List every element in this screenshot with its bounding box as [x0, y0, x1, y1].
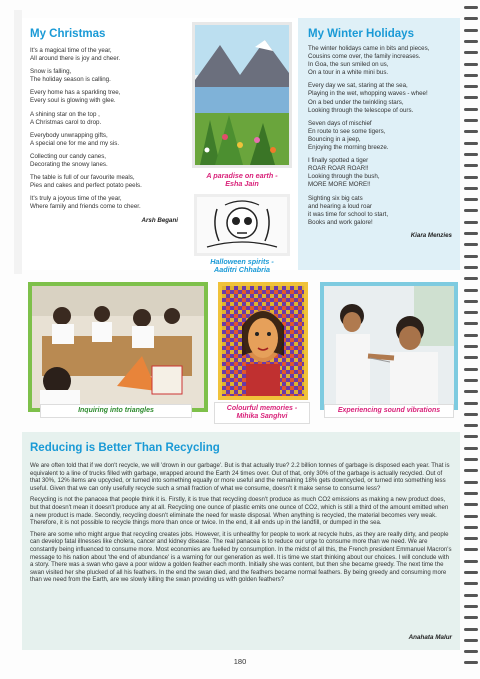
- spiral-ring: [464, 424, 478, 427]
- caption-line: Halloween spirits -: [210, 257, 274, 266]
- sound-photo: [320, 282, 458, 410]
- spiral-ring: [464, 481, 478, 484]
- spiral-ring: [464, 119, 478, 122]
- article-author: Anahata Malur: [408, 634, 452, 641]
- spiral-ring: [464, 447, 478, 450]
- spiral-ring: [464, 96, 478, 99]
- paradise-painting: [192, 22, 292, 168]
- stanza: Seven days of mischief En route to see some tigers, Bouncing in a jeep, Enjoying the morning breeze.: [308, 119, 389, 152]
- spiral-ring: [464, 402, 478, 405]
- spiral-ring: [464, 221, 478, 224]
- christmas-poem-panel: [22, 18, 186, 270]
- spiral-ring: [464, 390, 478, 393]
- spiral-ring: [464, 153, 478, 156]
- article-paragraph: Recycling is not the panacea that people think it is. Firstly, it is true that recycling doesn't produce as much CO2 emissions as making a new product does, but that doesn't mean it doesn't produce any at all. Recycling one ounce of plastic emits one ounce of CO2, which is still a third of the amount emitted when a new product is made. Secondly, recycling doesn't eliminate the need for waste disposal. When anything is recycled, the material becomes very weak. Therefore, it is not possible to recycle things more than once or twice. In the end, it all ends up in the landfill, or dumped in the sea.: [30, 496, 449, 527]
- memories-artwork: [218, 282, 308, 400]
- spiral-ring: [464, 142, 478, 145]
- portrait-artwork-image: [222, 286, 304, 396]
- spiral-ring: [464, 368, 478, 371]
- stanza: Every day we sat, staring at the sea, Playing in the wet, whopping waves - whee! On a bed under the twinkling stars, Looking through the telescope of ours.: [308, 82, 428, 114]
- winter-poem-panel: [298, 18, 460, 270]
- caption-line: Mihika Sanghvi: [236, 413, 288, 420]
- christmas-title: My Christmas: [30, 28, 106, 40]
- spiral-ring: [464, 29, 478, 32]
- students-photo-image: [324, 286, 454, 406]
- spiral-ring: [464, 232, 478, 235]
- christmas-author: Arsh Begani: [141, 216, 178, 224]
- spiral-ring: [464, 526, 478, 529]
- left-margin-strip: [14, 10, 22, 274]
- sound-caption: Experiencing sound vibrations: [324, 404, 454, 418]
- spiral-ring: [464, 209, 478, 212]
- skull-drawing-image: [197, 197, 287, 253]
- spiral-ring: [464, 571, 478, 574]
- paradise-caption: [186, 172, 298, 188]
- spiral-ring: [464, 198, 478, 201]
- spiral-ring: [464, 413, 478, 416]
- spiral-ring: [464, 243, 478, 246]
- memories-caption: [214, 402, 310, 424]
- spiral-ring: [464, 469, 478, 472]
- article-paragraph: We are often told that if we don't recycle, we will 'drown in our garbage'. But is that actually true? 2.2 billion tonnes of garbage is disposed each year. That is equivalent to a line of trucks filled with garbage, wrapped around the Earth 24 times over. Out of that, only 30% of the garbage is actually recycled. Out of that 30%, 12% items are upcycled, or turned into something equally or more useful and the remaining 18% gets downcycled, or turned into something less useful. Given that we can only usefully recycle such a small fraction of what we consume, doesn't it make sense to consume less?: [30, 462, 450, 492]
- spiral-ring: [464, 458, 478, 461]
- spiral-ring: [464, 108, 478, 111]
- spiral-ring: [464, 176, 478, 179]
- stanza: The table is full of our favourite meals, Pies and cakes and perfect potato peels.: [30, 174, 142, 190]
- spiral-ring: [464, 300, 478, 303]
- spiral-ring: [464, 628, 478, 631]
- spiral-ring: [464, 661, 478, 664]
- spiral-ring: [464, 17, 478, 20]
- spiral-ring: [464, 345, 478, 348]
- spiral-ring: [464, 537, 478, 540]
- spiral-ring: [464, 379, 478, 382]
- stanza: A shining star on the top , A Christmas carol to drop.: [30, 110, 102, 126]
- landscape-painting-image: [195, 25, 289, 165]
- stanza: It's a magical time of the year, All around there is joy and cheer.: [30, 47, 121, 63]
- stanza: Snow is falling, The holiday season is calling.: [30, 68, 111, 84]
- article-body: [30, 462, 452, 588]
- artwork-panel: [186, 18, 298, 274]
- caption-line: Colourful memories -: [226, 405, 298, 412]
- christmas-poem: [30, 47, 178, 212]
- spiral-ring: [464, 187, 478, 190]
- spiral-ring: [464, 650, 478, 653]
- spiral-ring: [464, 356, 478, 359]
- stanza: The winter holidays came in bits and pieces, Cousins come over, the family increases. In Goa, the sun smiled on us, On a tour in a white mini bus.: [308, 45, 430, 77]
- triangles-photo: [28, 282, 208, 412]
- spiral-ring: [464, 616, 478, 619]
- triangles-caption: Inquiring into triangles: [40, 404, 192, 418]
- spiral-ring: [464, 582, 478, 585]
- caption-line: Esha Jain: [225, 179, 259, 188]
- spiral-ring: [464, 6, 478, 9]
- caption-line: A paradise on earth -: [206, 171, 278, 180]
- spiral-ring: [464, 289, 478, 292]
- winter-author: Kiara Menzies: [410, 231, 452, 239]
- page-number: 180: [233, 657, 247, 666]
- article-title: Reducing is Better Than Recycling: [30, 442, 220, 454]
- spiral-ring: [464, 51, 478, 54]
- spiral-ring: [464, 492, 478, 495]
- spiral-ring: [464, 164, 478, 167]
- spiral-ring: [464, 311, 478, 314]
- stanza: Sighting six big cats and hearing a loud roar it was time for school to start, Books and work galore!: [308, 194, 389, 226]
- spiral-ring: [464, 63, 478, 66]
- stanza: Everybody unwrapping gifts, A special one for me and my sis.: [30, 131, 120, 147]
- winter-title: My Winter Holidays: [308, 28, 414, 40]
- spiral-ring: [464, 277, 478, 280]
- spiral-ring: [464, 322, 478, 325]
- spiral-ring: [464, 334, 478, 337]
- spiral-ring: [464, 85, 478, 88]
- article-paragraph: There are some who might argue that recycling creates jobs. However, it is unhealthy for people to work at recycle hubs, as they are really dirty, and people can develop fatal illnesses like cholera, cancer and kidney disease. The real panacea is to reduce our urge to consume more than we need. We are constantly being influenced to consume more. Most economies are fuelled by consumption. In the midst of all this, the French president Emmanuel Macron's message to his nation about 'the end of abundance' is a warning for our generation as well. It is time we start thinking about our choices. I will conclude with a story. There was a swan who gave a poor widow a golden feather each month. Initially she was content, but then she became greedy. The next time the swan visited her she plucked of all his feathers. In the end the swan died, and the feathers became normal feathers. By being greedy and consuming more than we need from the Earth, are we slowly killing the swan providing us with golden feathers?: [30, 530, 452, 584]
- spiral-ring: [464, 560, 478, 563]
- spiral-ring: [464, 130, 478, 133]
- stanza: Every home has a sparkling tree, Every soul is glowing with glee.: [30, 89, 121, 105]
- recycling-article: [22, 432, 460, 650]
- spiral-binding: [460, 0, 480, 679]
- spiral-ring: [464, 515, 478, 518]
- halloween-caption: [186, 258, 298, 274]
- spiral-ring: [464, 255, 478, 258]
- spiral-ring: [464, 435, 478, 438]
- spiral-ring: [464, 605, 478, 608]
- spiral-ring: [464, 594, 478, 597]
- spiral-ring: [464, 548, 478, 551]
- spiral-ring: [464, 40, 478, 43]
- classroom-photo-image: [32, 286, 204, 408]
- stanza: Collecting our candy canes, Decorating the snowy lanes.: [30, 152, 108, 169]
- spiral-ring: [464, 74, 478, 77]
- stanza: It's truly a joyous time of the year, Where family and friends come to cheer.: [30, 195, 141, 211]
- winter-poem: [308, 45, 452, 227]
- stanza: I finally spotted a tiger ROAR ROAR ROAR!! Looking through the bush, MORE MORE MORE!!: [308, 157, 380, 189]
- spiral-ring: [464, 503, 478, 506]
- spiral-ring: [464, 639, 478, 642]
- caption-line: Aaditri Chhabria: [214, 265, 270, 274]
- spiral-ring: [464, 266, 478, 269]
- halloween-drawing: [194, 194, 290, 256]
